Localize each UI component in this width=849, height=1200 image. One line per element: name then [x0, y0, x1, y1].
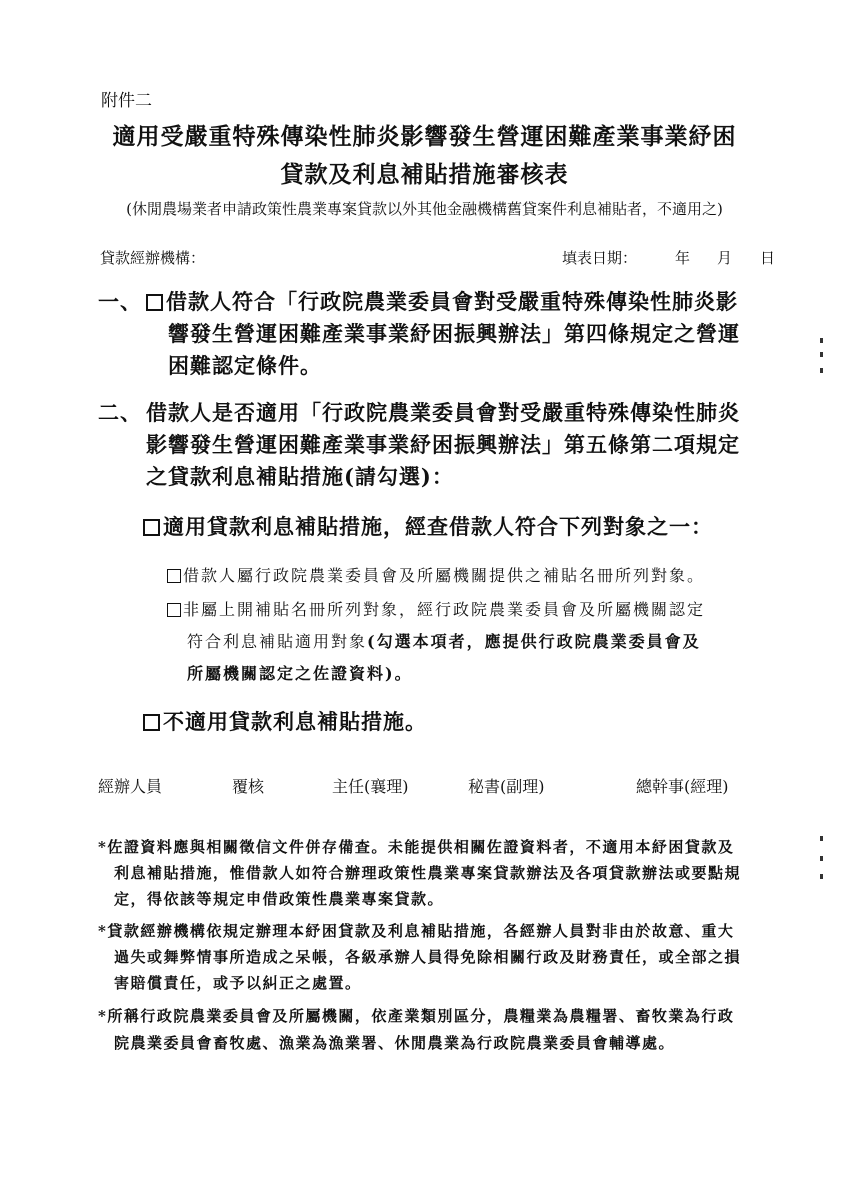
attachment-label: 附件二 [101, 91, 152, 111]
footnote-1-line2: 利息補貼措施，惟借款人如符合辦理政策性農業專案貸款辦法及各項貸款辦法或要點規 [114, 864, 742, 882]
section1-line2: 響發生營運困難產業事業紓困振興辦法」第四條規定之營運 [168, 321, 740, 346]
section2-line1: 借款人是否適用「行政院農業委員會對受嚴重特殊傳染性肺炎 [146, 400, 740, 425]
option-not-apply-subsidy [143, 706, 427, 736]
footnote-3-line1: *所稱行政院農業委員會及所屬機關，依產業類別區分，農糧業為農糧署、畜牧業為行政 [98, 1007, 735, 1025]
applicability-note: (休閒農場業者申請政策性農業專案貸款以外其他金融機構舊貸案件利息補貼者，不適用之) [126, 200, 723, 218]
loan-institution-label: 貸款經辦機構： [100, 249, 206, 267]
date-month-label: 月 [717, 249, 733, 267]
roster-checkbox[interactable] [167, 569, 181, 583]
not-apply-subsidy-checkbox[interactable] [143, 714, 160, 731]
section1-line3: 困難認定條件。 [168, 353, 322, 378]
certified-label-line2a: 符合利息補貼適用對象 [187, 632, 368, 651]
section1-line1 [146, 286, 738, 316]
signature-handler: 經辦人員 [98, 777, 163, 796]
sub-option-roster [167, 563, 705, 586]
certified-label-line3-text: 所屬機關認定之佐證資料)。 [187, 664, 413, 683]
scan-mark [820, 874, 823, 879]
certified-label-line1: 非屬上開補貼名冊所列對象，經行政院農業委員會及所屬機關認定 [183, 600, 706, 619]
apply-subsidy-label: 適用貸款利息補貼措施，經查借款人符合下列對象之一： [163, 514, 713, 539]
signature-reviewer: 覆核 [232, 777, 265, 796]
certified-label-line3 [187, 661, 413, 684]
footnote-2-line3: 害賠償責任，或予以糾正之處置。 [114, 974, 362, 992]
certified-label-line2 [187, 629, 701, 652]
section1-checkbox[interactable] [146, 294, 163, 311]
section1-number: 一、 [98, 289, 142, 314]
section2-number: 二、 [98, 400, 142, 425]
section2-line3: 之貸款利息補貼措施(請勾選)： [146, 464, 454, 489]
scan-mark [820, 856, 823, 861]
footnote-3-line2: 院農業委員會畜牧處、漁業為漁業署、休閒農業為行政院農業委員會輔導處。 [114, 1034, 676, 1052]
scan-mark [820, 368, 823, 373]
apply-subsidy-checkbox[interactable] [143, 519, 160, 536]
date-year-label: 年 [675, 249, 691, 267]
scan-mark [820, 352, 823, 357]
scan-mark [820, 338, 823, 343]
sub-option-certified [167, 597, 705, 620]
footnote-2-line2: 過失或舞弊情事所造成之呆帳，各級承辦人員得免除相關行政及財務責任，或全部之損 [114, 948, 742, 966]
footnote-1-line3: 定，得依該等規定申借政策性農業專案貸款。 [114, 890, 445, 908]
certified-checkbox[interactable] [167, 603, 181, 617]
form-title-line1: 適用受嚴重特殊傳染性肺炎影響發生營運困難產業事業紓困 [112, 123, 737, 150]
footnote-2-line1: *貸款經辦機構依規定辦理本紓困貸款及利息補貼措施，各經辦人員對非由於故意、重大 [98, 922, 735, 940]
scan-mark [820, 836, 823, 841]
signature-general-manager: 總幹事(經理) [636, 777, 729, 796]
certified-label-line2b: (勾選本項者，應提供行政院農業委員會及 [367, 632, 701, 651]
fill-date-label: 填表日期： [562, 249, 638, 267]
date-day-label: 日 [760, 249, 776, 267]
footnote-1-line1: *佐證資料應與相關徵信文件併存備查。未能提供相關佐證資料者，不適用本紓困貸款及 [98, 838, 735, 856]
roster-label: 借款人屬行政院農業委員會及所屬機關提供之補貼名冊所列對象。 [183, 566, 706, 585]
signature-secretary: 秘書(副理) [468, 777, 545, 796]
not-apply-subsidy-label: 不適用貸款利息補貼措施。 [163, 709, 427, 734]
option-apply-subsidy [143, 511, 713, 541]
form-title-line2: 貸款及利息補貼措施審核表 [280, 161, 569, 188]
signature-director: 主任(襄理) [332, 777, 409, 796]
section2-line2: 影響發生營運困難產業事業紓困振興辦法」第五條第二項規定 [146, 432, 740, 457]
section1-line1-text: 借款人符合「行政院農業委員會對受嚴重特殊傳染性肺炎影 [166, 289, 738, 314]
